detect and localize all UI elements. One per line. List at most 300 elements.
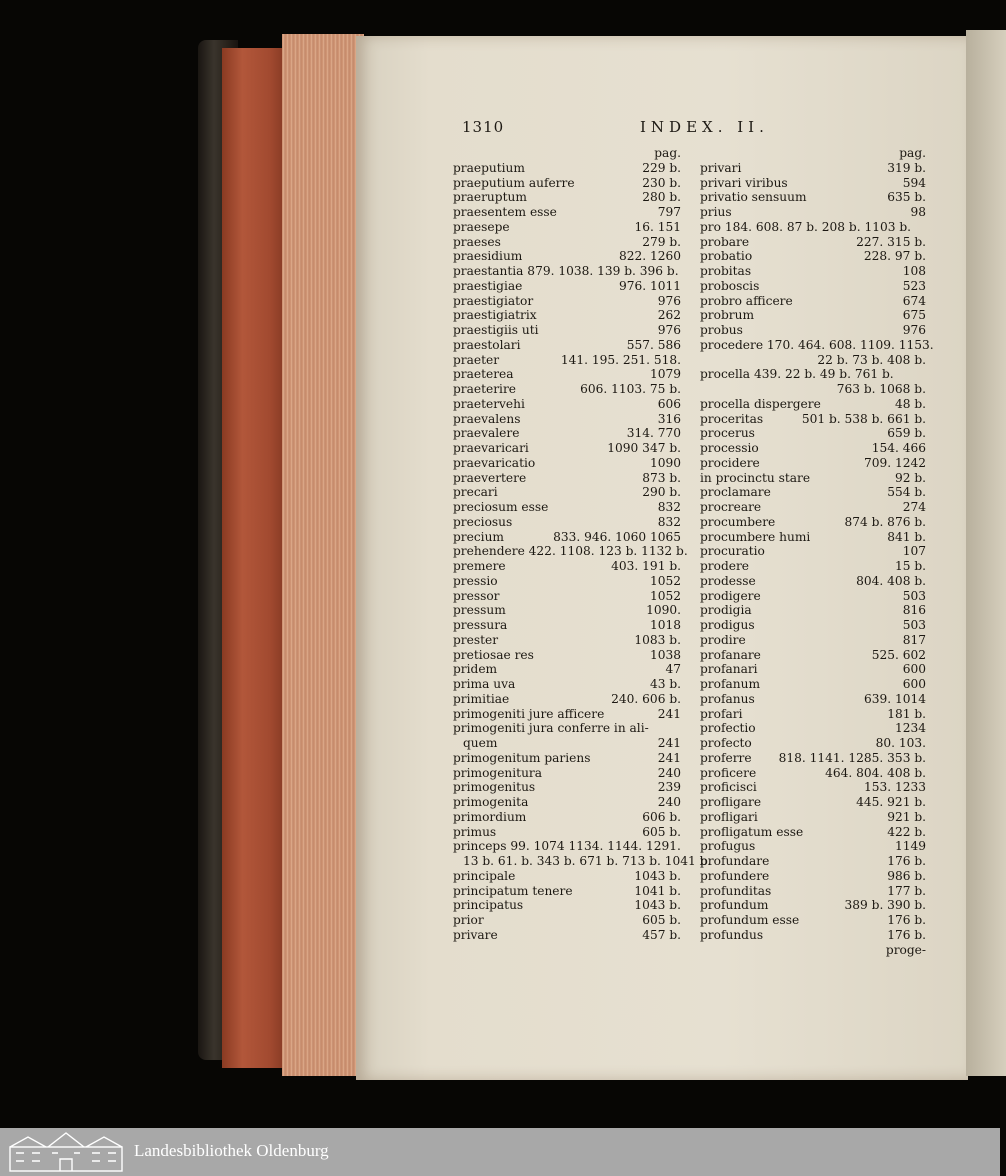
index-entry <box>700 530 926 545</box>
index-pages: 228. 97 b. <box>863 249 926 264</box>
index-pages: 605 b. <box>642 913 681 927</box>
index-term: praeses <box>453 234 501 249</box>
index-entry <box>700 337 934 353</box>
index-pages: 16. 151 <box>634 219 681 234</box>
index-entry <box>453 235 681 250</box>
index-rows-left <box>453 160 712 943</box>
index-pages: 822. 1260 <box>618 249 681 264</box>
index-entry <box>700 692 926 707</box>
index-entry <box>700 677 926 692</box>
index-entry <box>700 367 926 382</box>
index-term: praeputium <box>453 160 525 175</box>
index-pages: 464. 804. 408 b. <box>825 765 926 780</box>
index-pages: 709. 1242 <box>863 455 926 470</box>
index-entry <box>453 471 681 486</box>
index-term: praestantia 879. 1038. 139 b. 396 b. <box>453 264 679 278</box>
index-pages: 797 <box>657 205 681 219</box>
index-term: probro afficere <box>700 293 793 308</box>
index-entry <box>700 810 926 825</box>
index-entry <box>453 692 681 707</box>
index-term: privari viribus <box>700 175 788 190</box>
index-term: primitiae <box>453 691 510 706</box>
index-pages: 832 <box>657 500 681 514</box>
index-term: prodigere <box>700 588 761 603</box>
index-pages: 873 b. <box>642 470 681 485</box>
page-header <box>462 118 918 138</box>
index-pages: 1149 <box>894 839 926 854</box>
catchword: proge- <box>885 942 926 957</box>
index-pages: 832 <box>657 514 681 529</box>
index-term: praestigiatrix <box>453 308 537 323</box>
page-stack-edge <box>282 34 364 1076</box>
index-pages: 48 b. <box>894 396 926 411</box>
index-term: privari <box>700 160 742 175</box>
index-term: precari <box>453 485 498 500</box>
index-pages: 108 <box>902 264 926 278</box>
index-entry <box>453 574 681 589</box>
index-term: praesepe <box>453 219 510 234</box>
index-term: procedere 170. 464. 608. 1109. 1153. <box>700 337 934 352</box>
index-entry <box>453 382 681 397</box>
index-entry <box>700 913 926 928</box>
index-entry <box>700 928 926 943</box>
index-entry <box>700 485 926 500</box>
index-term: praestolari <box>453 337 521 352</box>
index-pages: 606 <box>657 396 681 411</box>
index-entry <box>453 338 681 353</box>
index-pages: 229 b. <box>642 160 681 175</box>
index-entry <box>453 530 681 545</box>
index-entry <box>700 884 926 899</box>
index-entry <box>453 190 681 205</box>
index-term: principale <box>453 868 516 883</box>
index-pages: 47 <box>665 662 681 677</box>
index-entry <box>453 264 681 279</box>
index-pages: 15 b. <box>894 559 926 573</box>
index-entry <box>453 456 681 471</box>
index-term: praevalens <box>453 411 521 426</box>
index-pages: 280 b. <box>642 190 681 205</box>
index-pages: 316 <box>657 411 681 426</box>
index-term: procella 439. 22 b. 49 b. 761 b. <box>700 367 894 382</box>
index-entry <box>700 249 926 264</box>
index-term: pridem <box>453 662 498 677</box>
index-term: proficere <box>700 765 757 780</box>
index-entry <box>453 249 681 264</box>
index-pages: 659 b. <box>887 426 926 441</box>
index-pages: 154. 466 <box>871 441 926 455</box>
index-pages: 1043 b. <box>634 898 681 913</box>
index-entry <box>700 633 926 648</box>
index-entry <box>453 884 681 899</box>
index-entry <box>700 190 926 205</box>
index-term: pro 184. 608. 87 b. 208 b. 1103 b. <box>700 219 912 234</box>
index-term: praeter <box>453 352 500 367</box>
index-entry <box>700 294 926 309</box>
opposite-page-edge <box>966 30 1006 1076</box>
index-entry <box>700 515 926 530</box>
pag-header-left: pag. <box>654 146 681 160</box>
index-entry <box>453 618 681 633</box>
index-term: praeputium auferre <box>453 175 575 190</box>
index-pages: 606. 1103. 75 b. <box>580 382 681 396</box>
index-entry <box>453 544 688 559</box>
index-pages: 319 b. <box>887 160 926 175</box>
index-pages: 841 b. <box>887 529 926 544</box>
index-rows-right <box>700 160 934 943</box>
index-pages: 181 b. <box>887 706 926 721</box>
index-term: probitas <box>700 264 752 278</box>
index-term: privatio sensuum <box>700 190 807 205</box>
index-pages: 1090 347 b. <box>607 441 681 455</box>
index-entry <box>700 161 926 176</box>
index-entry <box>453 662 681 677</box>
index-column-left <box>453 146 712 943</box>
index-pages: 1043 b. <box>634 868 681 883</box>
index-term: profanare <box>700 647 761 662</box>
index-entry <box>700 766 926 781</box>
index-term: prodigus <box>700 618 755 632</box>
index-pages: 605 b. <box>642 824 681 839</box>
index-entry <box>453 426 681 441</box>
index-term: pressura <box>453 618 508 632</box>
index-entry <box>453 308 681 323</box>
index-term: praetervehi <box>453 396 525 411</box>
index-term: praevaricari <box>453 441 529 455</box>
index-term: procuratio <box>700 544 765 559</box>
index-term: principatus <box>453 898 524 913</box>
index-entry <box>700 205 926 220</box>
index-pages: 98 <box>910 205 926 219</box>
index-pages: 817 <box>902 632 926 647</box>
index-pages: 403. 191 b. <box>611 559 681 573</box>
index-term: quem <box>463 736 498 750</box>
index-pages: 262 <box>657 308 681 323</box>
index-pages: 1090. <box>646 603 681 618</box>
index-entry <box>453 928 681 943</box>
index-pages: 176 b. <box>887 854 926 868</box>
index-pages: 457 b. <box>642 927 681 942</box>
index-entry <box>453 500 681 515</box>
index-entry <box>453 485 681 500</box>
index-entry <box>700 426 926 441</box>
index-term: procidere <box>700 455 760 470</box>
index-pages: 600 <box>902 662 926 677</box>
index-entry <box>453 367 681 382</box>
index-pages: 921 b. <box>887 809 926 824</box>
index-entry <box>453 279 681 294</box>
index-term: 13 b. 61. b. 343 b. 671 b. 713 b. 1041 b. <box>463 854 712 868</box>
index-term: proceritas <box>700 411 764 426</box>
index-term: profunditas <box>700 883 772 898</box>
index-pages: 818. 1141. 1285. 353 b. <box>778 750 926 765</box>
index-pages: 240. 606 b. <box>611 691 681 706</box>
index-pages: 1038 <box>649 647 681 662</box>
index-pages: 874 b. 876 b. <box>844 514 926 529</box>
index-pages: 239 <box>657 780 681 795</box>
index-term: prodere <box>700 559 750 573</box>
pag-header-right: pag. <box>899 146 926 160</box>
index-entry <box>453 721 681 736</box>
index-pages: 314. 770 <box>626 426 681 441</box>
index-term: profugus <box>700 839 756 854</box>
index-entry <box>700 279 926 294</box>
index-pages: 557. 586 <box>626 337 681 352</box>
index-term: procumbere <box>700 514 776 529</box>
index-pages: 976 <box>657 323 681 337</box>
index-pages: 290 b. <box>642 485 681 500</box>
index-term: pretiosae res <box>453 647 534 662</box>
index-term: profligatum esse <box>700 824 804 839</box>
index-term: primogenitura <box>453 765 543 780</box>
index-term: primogeniti jure afficere <box>453 706 605 721</box>
index-term: precium <box>453 529 504 544</box>
index-term: pressio <box>453 573 498 588</box>
index-pages: 635 b. <box>887 190 926 205</box>
index-term: pressor <box>453 588 500 603</box>
index-term: prester <box>453 632 499 647</box>
index-entry <box>700 412 926 427</box>
index-term: praeterire <box>453 382 516 396</box>
index-term: primogeniti jura conferre in ali- <box>453 721 649 736</box>
index-pages: 594 <box>902 175 926 190</box>
index-entry <box>700 662 926 677</box>
index-pages: 422 b. <box>887 824 926 839</box>
index-term: praestigiae <box>453 278 523 293</box>
index-term: primogenitum pariens <box>453 750 591 765</box>
index-entry <box>700 456 926 471</box>
page-number: 1310 <box>462 118 505 136</box>
index-term: praesentem esse <box>453 205 557 219</box>
index-entry <box>700 382 926 397</box>
index-entry <box>453 441 681 456</box>
index-term: profari <box>700 706 743 721</box>
index-term: probus <box>700 323 743 337</box>
index-term: praevaricatio <box>453 455 536 470</box>
index-term: praesidium <box>453 249 523 264</box>
index-entry <box>453 353 681 368</box>
index-pages: 176 b. <box>887 927 926 942</box>
index-entry <box>453 176 681 191</box>
index-pages: 1090 <box>649 455 681 470</box>
index-term: proboscis <box>700 278 760 293</box>
index-entry <box>700 780 926 795</box>
index-entry <box>453 736 681 751</box>
index-term: procella dispergere <box>700 396 821 411</box>
index-entry <box>700 721 926 736</box>
index-term: profundare <box>700 854 770 868</box>
index-pages: 986 b. <box>887 868 926 883</box>
index-term: praestigiator <box>453 293 534 308</box>
index-entry <box>453 603 681 618</box>
index-entry <box>453 633 681 648</box>
index-term: praeterea <box>453 367 514 382</box>
index-term: prius <box>700 205 732 219</box>
index-pages: 43 b. <box>649 677 681 691</box>
index-entry <box>700 441 926 456</box>
index-pages: 389 b. 390 b. <box>844 898 926 913</box>
index-entry <box>700 869 926 884</box>
index-entry <box>700 603 926 618</box>
index-term: princeps 99. 1074 1134. 1144. 1291. <box>453 839 681 854</box>
index-column-right <box>700 146 934 957</box>
index-term: praestigiis uti <box>453 323 539 337</box>
index-term: procumbere humi <box>700 529 811 544</box>
index-entry <box>453 205 681 220</box>
index-pages: 227. 315 b. <box>856 234 926 249</box>
index-entry <box>453 780 681 795</box>
index-entry <box>700 795 926 810</box>
index-pages: 274 <box>902 500 926 514</box>
index-pages: 976. 1011 <box>618 278 681 293</box>
index-term: procreare <box>700 500 762 514</box>
index-term: profectio <box>700 721 756 736</box>
index-entry <box>453 751 681 766</box>
index-pages: 241 <box>657 750 681 765</box>
index-entry <box>453 839 681 854</box>
index-term: primogenitus <box>453 780 536 795</box>
index-entry <box>700 176 926 191</box>
index-pages: 445. 921 b. <box>856 795 926 809</box>
index-term: profanus <box>700 691 755 706</box>
index-pages: 554 b. <box>887 485 926 500</box>
index-entry <box>453 161 681 176</box>
index-pages: 976 <box>902 323 926 337</box>
index-entry <box>453 412 681 427</box>
index-pages: 240 <box>657 795 681 809</box>
index-term: profanari <box>700 662 758 677</box>
index-term: praevertere <box>453 470 527 485</box>
index-entry <box>700 589 926 604</box>
index-pages: 1052 <box>649 588 681 603</box>
index-entry <box>453 323 681 338</box>
index-term: profanum <box>700 677 760 691</box>
index-term: in procinctu stare <box>700 470 811 485</box>
index-pages: 804. 408 b. <box>856 573 926 588</box>
index-pages: 675 <box>902 308 926 323</box>
index-entry <box>453 707 681 722</box>
index-pages: 503 <box>902 588 926 603</box>
index-pages: 1083 b. <box>634 632 681 647</box>
index-term: processio <box>700 441 759 455</box>
index-entry <box>453 825 681 840</box>
index-pages: 503 <box>902 618 926 632</box>
index-entry <box>700 839 926 854</box>
index-pages: 501 b. 538 b. 661 b. <box>801 411 926 426</box>
index-pages: 816 <box>902 603 926 618</box>
index-pages: 80. 103. <box>875 736 926 750</box>
page-title: INDEX. II. <box>640 118 769 136</box>
index-pages: 1018 <box>649 618 681 632</box>
index-entry <box>700 898 926 913</box>
index-entry <box>700 751 926 766</box>
index-term: principatum tenere <box>453 883 573 898</box>
index-term: proferre <box>700 750 752 765</box>
index-entry <box>700 544 926 559</box>
index-term: prodire <box>700 632 746 647</box>
index-entry <box>453 559 681 574</box>
index-pages: 22 b. 73 b. 408 b. <box>817 352 926 367</box>
index-pages: 1079 <box>649 367 681 382</box>
index-pages: 763 b. 1068 b. <box>836 382 926 396</box>
index-entry <box>700 854 926 869</box>
index-term: prodesse <box>700 573 756 588</box>
index-pages: 92 b. <box>894 470 926 485</box>
index-term: praevalere <box>453 426 520 441</box>
index-entry <box>453 810 681 825</box>
index-pages: 833. 946. 1060 1065 <box>553 529 681 544</box>
index-entry <box>700 707 926 722</box>
index-pages: 976 <box>657 293 681 308</box>
library-building-logo <box>8 1131 124 1173</box>
index-entry <box>453 648 681 663</box>
index-entry <box>700 618 926 633</box>
index-pages: 141. 195. 251. 518. <box>560 352 681 367</box>
index-entry <box>700 825 926 840</box>
red-page-edge <box>222 48 290 1068</box>
index-entry <box>453 913 681 928</box>
index-term: preciosus <box>453 514 513 529</box>
index-pages: 241 <box>657 736 681 750</box>
index-entry <box>700 471 926 486</box>
index-pages: 639. 1014 <box>863 691 926 706</box>
index-pages: 279 b. <box>642 234 681 249</box>
index-pages: 241 <box>657 706 681 721</box>
index-entry <box>453 677 681 692</box>
index-pages: 674 <box>902 293 926 308</box>
index-entry <box>700 500 926 515</box>
index-term: proficisci <box>700 780 757 795</box>
index-term: profundum esse <box>700 913 800 927</box>
index-term: probatio <box>700 249 753 264</box>
index-term: prima uva <box>453 677 516 691</box>
index-term: profundum <box>700 898 769 913</box>
index-term: primus <box>453 824 497 839</box>
index-term: preciosum esse <box>453 500 549 514</box>
index-term: profligare <box>700 795 762 809</box>
index-pages: 153. 1233 <box>863 780 926 795</box>
index-entry <box>700 353 926 368</box>
index-term: prehendere 422. 1108. 123 b. 1132 b. <box>453 544 688 559</box>
index-entry <box>453 854 712 869</box>
index-entry <box>453 795 681 810</box>
index-entry <box>700 235 926 250</box>
index-entry <box>700 648 926 663</box>
index-entry <box>453 869 681 884</box>
index-term: procerus <box>700 426 755 441</box>
index-term: profundus <box>700 927 764 942</box>
index-term: profligari <box>700 809 758 824</box>
index-pages: 1041 b. <box>634 883 681 898</box>
index-pages: 176 b. <box>887 913 926 927</box>
index-term: proclamare <box>700 485 771 500</box>
index-entry <box>700 559 926 574</box>
index-term: primogenita <box>453 795 529 809</box>
index-entry <box>453 397 681 412</box>
index-pages: 523 <box>902 278 926 293</box>
index-term: profundere <box>700 868 770 883</box>
index-term: praeruptum <box>453 190 527 205</box>
index-pages: 606 b. <box>642 809 681 824</box>
index-pages: 240 <box>657 765 681 780</box>
index-pages: 107 <box>902 544 926 559</box>
index-entry <box>700 220 926 235</box>
index-term: prior <box>453 913 484 927</box>
index-entry <box>453 589 681 604</box>
index-pages: 1052 <box>649 573 681 588</box>
index-pages: 177 b. <box>887 883 926 898</box>
index-entry <box>700 736 926 751</box>
